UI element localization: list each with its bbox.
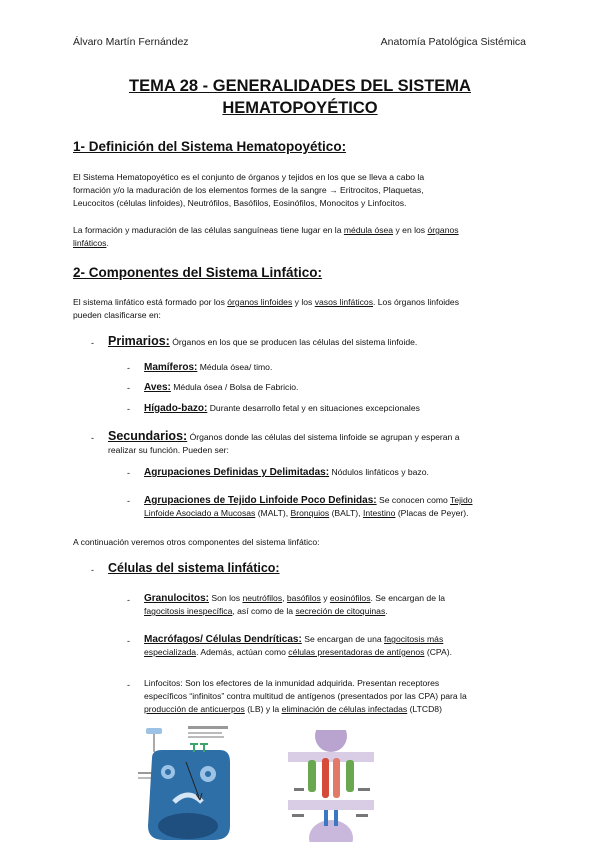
text: .: [385, 606, 388, 616]
underlined-text: basófilos: [286, 593, 321, 603]
text: y los: [292, 297, 315, 307]
list-item-higado-bazo: [144, 402, 420, 415]
section-1-paragraph-2: [73, 224, 529, 250]
underlined-text: vasos linfáticos: [314, 297, 373, 307]
bullet-dash: -: [127, 680, 130, 690]
antigen-presentation-illustration: [138, 722, 232, 842]
text: (Placas de Peyer).: [395, 508, 469, 518]
title-line-1: TEMA 28 - GENERALIDADES DEL SISTEMA: [129, 77, 471, 95]
label: Primarios:: [108, 334, 170, 348]
text: Médula ósea/ timo.: [197, 362, 273, 372]
label: Agrupaciones Definidas y Delimitadas:: [144, 467, 330, 478]
underlined-text: eliminación de células infectadas: [281, 704, 408, 714]
underlined-text: neutrófilos: [242, 593, 283, 603]
text-line: formación y/o la maduración de los elementos formes de la sangre → Eritrocitos, Plaquetas,: [73, 185, 424, 195]
underlined-text: especializada: [144, 647, 197, 657]
continuation-text: A continuación veremos otros componentes del sistema linfático:: [73, 537, 320, 547]
receptor-chain: [322, 758, 329, 798]
list-item-agrupaciones-poco-definidas: [144, 494, 530, 520]
underlined-text: Tejido: [450, 495, 473, 505]
label: Mamíferos:: [144, 362, 198, 373]
text: (LB) y la: [244, 704, 282, 714]
text: y en los: [393, 225, 428, 235]
text: ,: [282, 593, 287, 603]
list-item-primarios: [108, 335, 417, 349]
apc-membrane: [288, 752, 374, 762]
coreceptor: [346, 760, 354, 792]
list-item-aves: [144, 381, 298, 394]
bullet-dash: -: [127, 496, 130, 506]
text: La formación y maduración de las células sanguíneas tiene lugar en la: [73, 225, 344, 235]
text-line: realizar su función. Pueden ser:: [108, 445, 229, 455]
underlined-text: células presentadoras de antígenos: [288, 647, 425, 657]
receptor-chain: [333, 758, 340, 798]
bullet-dash: -: [127, 595, 130, 605]
underlined-text: linfáticos: [73, 238, 107, 248]
underlined-text: producción de anticuerpos: [144, 704, 245, 714]
bullet-dash: -: [127, 468, 130, 478]
bullet-dash: -: [127, 363, 130, 373]
link-medula-osea: médula ósea: [343, 225, 394, 235]
bullet-dash: -: [91, 433, 94, 443]
list-item-macrofagos: [144, 633, 530, 659]
text: (MALT),: [255, 508, 291, 518]
section-2-intro: [73, 296, 529, 322]
text: Se conocen como: [376, 495, 451, 505]
underlined-text: secreción de citoquinas: [295, 606, 386, 616]
tcell-membrane: [288, 800, 374, 810]
header-author: Álvaro Martín Fernández: [73, 36, 189, 48]
underlined-text: Linfoide Asociado a Mucosas: [144, 508, 256, 518]
list-item-linfocitos: [144, 677, 530, 716]
coreceptor: [308, 760, 316, 792]
list-item-mamiferos: [144, 361, 272, 374]
text: y: [320, 593, 330, 603]
list-item-granulocitos: [144, 592, 530, 618]
text: Son los: [209, 593, 243, 603]
text: Médula ósea / Bolsa de Fabricio.: [170, 382, 299, 392]
bullet-dash: -: [91, 565, 94, 575]
header-course: Anatomía Patológica Sistémica: [380, 36, 526, 48]
text: (BALT),: [329, 508, 363, 518]
text: , así como de la: [232, 606, 296, 616]
text-line: Linfocitos: Son los efectores de la inmunidad adquirida. Presentan receptores: [144, 678, 440, 688]
label: Hígado-bazo:: [144, 403, 208, 414]
list-item-agrupaciones-definidas: [144, 466, 429, 479]
label: Macrófagos/ Células Dendríticas:: [144, 634, 302, 645]
label: Aves:: [144, 382, 171, 393]
text: El sistema linfático está formado por los: [73, 297, 228, 307]
label: Granulocitos:: [144, 593, 210, 604]
section-2-heading: 2- Componentes del Sistema Linfático:: [73, 265, 323, 280]
list-item-celulas: [108, 562, 280, 576]
text: Órganos donde las células del sistema linfoide se agrupan y esperan a: [187, 432, 460, 442]
underlined-text: órganos linfoides: [227, 297, 293, 307]
text-line: pueden clasificarse en:: [73, 310, 161, 320]
section-1-heading: 1- Definición del Sistema Hematopoyético:: [73, 139, 347, 154]
text: Se encargan de una: [301, 634, 385, 644]
bullet-dash: -: [127, 404, 130, 414]
page-title: [73, 75, 527, 119]
text-line: El Sistema Hematopoyético es el conjunto de órganos y tejidos en los que se lleva a cabo la: [73, 172, 425, 182]
text: (LTCD8): [407, 704, 442, 714]
underlined-text: Bronquios: [290, 508, 330, 518]
underlined-text: eosinófilos: [329, 593, 371, 603]
text: Durante desarrollo fetal y en situaciones excepcionales: [207, 403, 420, 413]
label: Agrupaciones de Tejido Linfoide Poco Definidas:: [144, 495, 377, 506]
underlined-text: órganos: [427, 225, 459, 235]
underlined-text: Intestino: [362, 508, 396, 518]
section-1-paragraph-1: [73, 171, 529, 210]
underlined-text: fagocitosis inespecífica: [144, 606, 233, 616]
underlined-text: fagocitosis más: [384, 634, 444, 644]
label: Secundarios:: [108, 429, 188, 443]
bullet-dash: -: [127, 383, 130, 393]
cell-nucleus: [158, 813, 218, 839]
text: . Además, actúan como: [196, 647, 289, 657]
text: . Se encargan de la: [370, 593, 446, 603]
text: Nódulos linfáticos y bazo.: [329, 467, 429, 477]
text: (CPA).: [424, 647, 452, 657]
title-line-2: HEMATOPOYÉTICO: [222, 99, 378, 117]
text-line: específicos “infinitos” contra multitud de antígenos (presentados por las CPA) para la: [144, 691, 467, 701]
text: . Los órganos linfoides: [373, 297, 459, 307]
label: Células del sistema linfático:: [108, 561, 280, 575]
text: Órganos en los que se producen las células del sistema linfoide.: [169, 337, 418, 347]
bullet-dash: -: [127, 636, 130, 646]
text: .: [106, 238, 109, 248]
antigen-icon: [146, 728, 162, 734]
list-item-secundarios: [108, 430, 460, 457]
text-line: Leucocitos (células linfoides), Neutrófilos, Basófilos, Eosinófilos, Monocitos y Linfocitos.: [73, 198, 407, 208]
bullet-dash: -: [91, 338, 94, 348]
tcell-receptor-illustration: [288, 730, 374, 842]
